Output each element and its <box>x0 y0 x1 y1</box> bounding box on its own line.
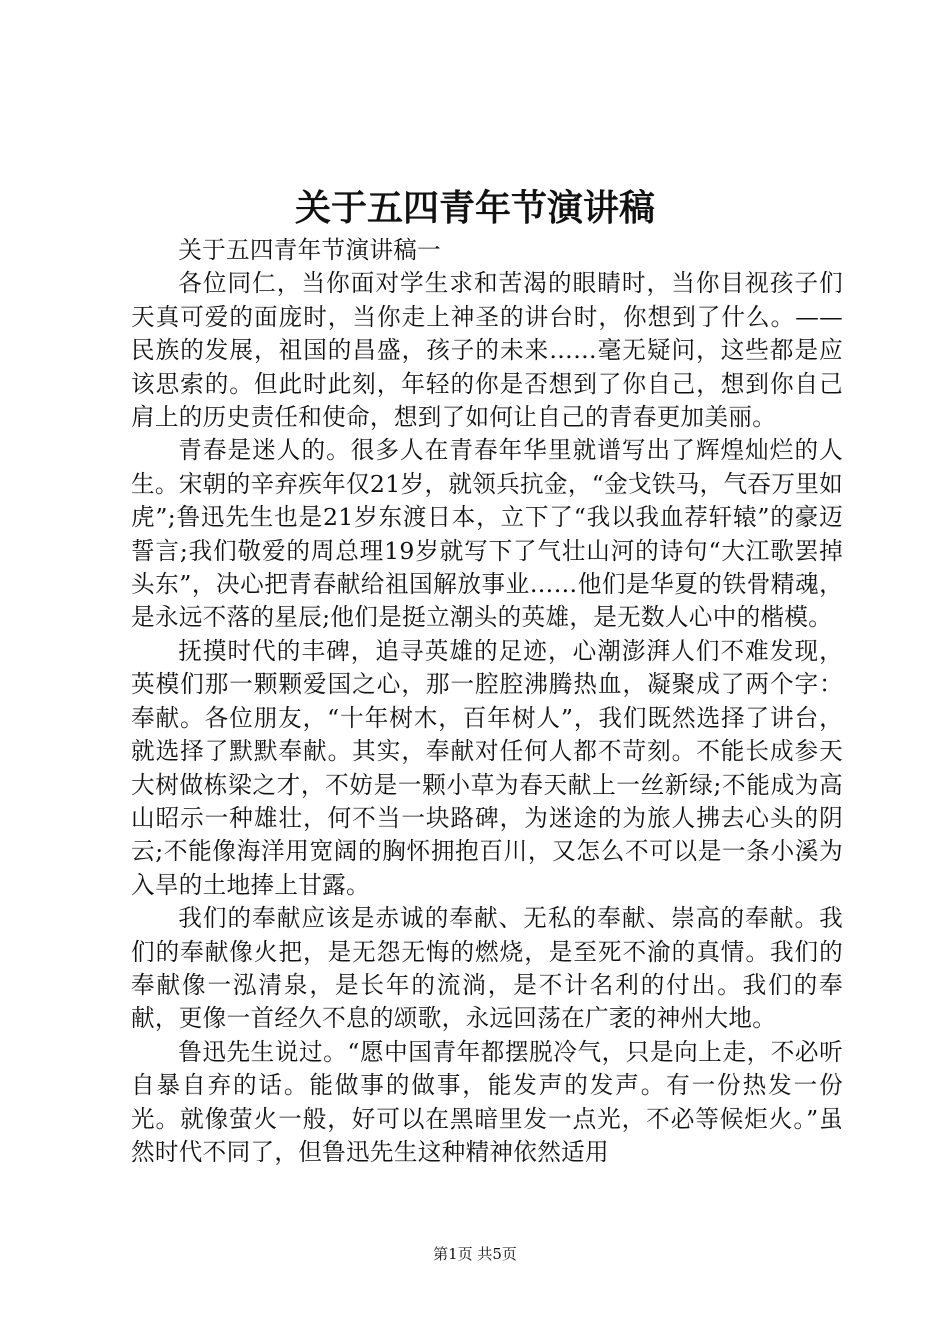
page-footer: 第1页 共5页 <box>433 1245 517 1263</box>
paragraph: 青春是迷人的。很多人在青春年华里就谱写出了辉煌灿烂的人生。宋朝的辛弃疾年仅21岁，就领兵抗金，“金戈铁马，气吞万里如虎”;鲁迅先生也是21岁东渡日本，立下了“我以我血荐轩辕”的豪迈誓言;我们敬爱的周总理19岁就写下了气壮山河的诗句“大江歌罢掉头东”，决心把青春献给祖国解放事业……他们是华夏的铁骨精魂，是永远不落的星辰;他们是挺立潮头的英雄，是无数人心中的楷模。 <box>131 436 844 632</box>
paragraph: 抚摸时代的丰碑，追寻英雄的足迹，心潮澎湃人们不难发现，英模们那一颗颗爱国之心，那一腔腔沸腾热血，凝聚成了两个字：奉献。各位朋友，“十年树木，百年树人”，我们既然选择了讲台，就选择了默默奉献。其实，奉献对任何人都不苛刻。不能长成参天大树做栋梁之才，不妨是一颗小草为春天献上一丝新绿;不能成为高山昭示一种雄壮，何不当一块路碑，为迷途的为旅人拂去心头的阴云;不能像海洋用宽阔的胸怀拥抱百川，又怎么不可以是一条小溪为入旱的土地捧上甘露。 <box>131 636 843 899</box>
document-title: 关于五四青年节演讲稿 <box>294 187 655 229</box>
paragraph: 鲁迅先生说过。“愿中国青年都摆脱冷气，只是向上走，不必听自暴自弃的话。能做事的做事，能发声的发声。有一份热发一份光。就像萤火一般，好可以在黑暗里发一点光，不必等候炬火。”虽然时代不同了，但鲁迅先生这种精神依然适用 <box>131 1037 843 1166</box>
paragraph-heading: 关于五四青年节演讲稿一 <box>178 236 442 264</box>
paragraph: 我们的奉献应该是赤诚的奉献、无私的奉献、崇高的奉献。我们的奉献像火把，是无怨无悔的燃烧，是至死不渝的真情。我们的奉献像一泓清泉，是长年的流淌，是不计名利的付出。我们的奉献，更像一首经久不息的颂歌，永远回荡在广袤的神州大地。 <box>131 904 843 1033</box>
document-body <box>131 234 843 1169</box>
paragraph: 各位同仁，当你面对学生求和苦渴的眼睛时，当你目视孩子们天真可爱的面庞时，当你走上神圣的讲台时，你想到了什么。——民族的发展，祖国的昌盛，孩子的未来……毫无疑问，这些都是应该思索的。但此时此刻，年轻的你是否想到了你自己，想到你自己肩上的历史责任和使命，想到了如何让自己的青春更加美丽。 <box>131 269 843 432</box>
